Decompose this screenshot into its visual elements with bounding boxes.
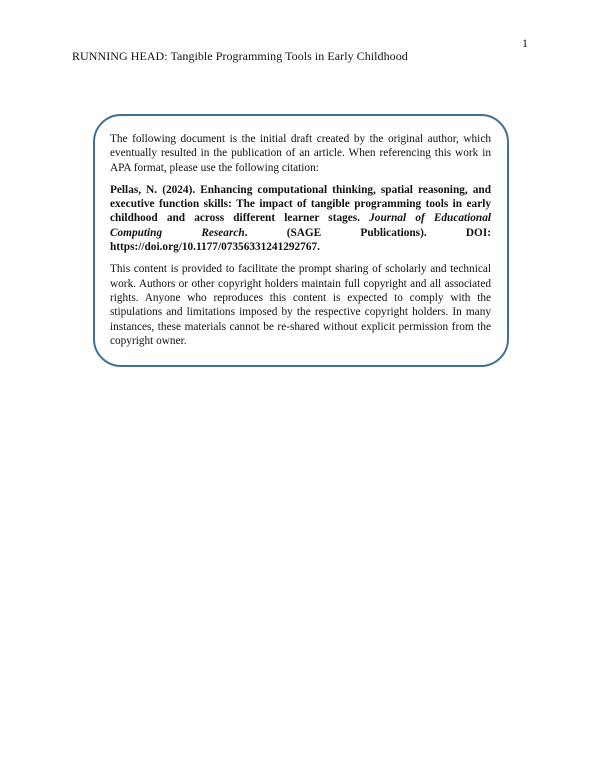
- citation-authors-title: Pellas, N. (2024). Enhancing computational thinking, spatial reasoning, and executive function skills: The impact of tangible programming tools in early childhood and across different learner stages.: [110, 183, 491, 225]
- citation-journal: Journal of Educational Computing Research: [110, 212, 492, 239]
- page-number: 1: [522, 36, 528, 50]
- citation: [110, 183, 491, 254]
- citation-publisher-doi: . (SAGE Publications). DOI: https://doi.org/10.1177/07356331241292767.: [110, 226, 491, 254]
- notice-disclaimer: This content is provided to facilitate the prompt sharing of scholarly and technical work. Authors or other copyright holders maintain full copyright and all associated rights. Anyone who reproduces this content is expected to comply with the stipulations and limitations imposed by the respective copyright holders. In many instances, these materials cannot be re-shared without explicit permission from the copyright owner.: [110, 263, 491, 347]
- notice-intro: The following document is the initial draft created by the original author, which eventually resulted in the publication of an article. When referencing this work in APA format, please use the following citation:: [110, 133, 491, 174]
- running-head: RUNNING HEAD: Tangible Programming Tools in Early Childhood: [72, 49, 408, 63]
- citation-notice-box: [93, 114, 509, 367]
